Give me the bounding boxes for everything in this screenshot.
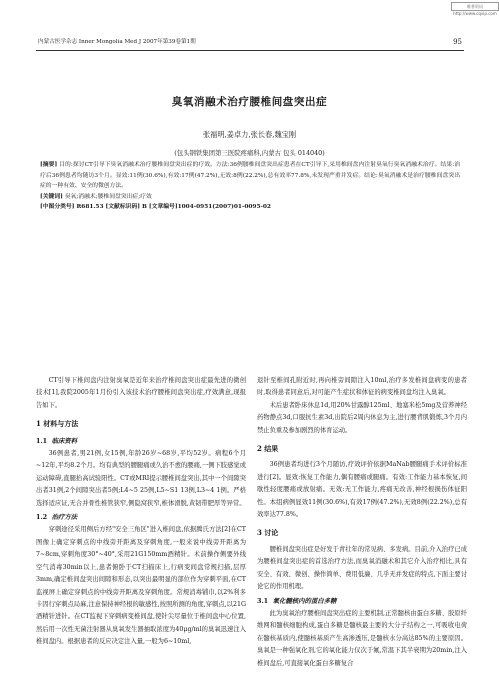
section-heading-results: 2 结果 <box>257 444 279 454</box>
keywords <box>40 192 460 203</box>
running-header <box>38 37 462 47</box>
article-title: 臭氧消融术治疗腰椎间盘突出症 <box>171 96 328 108</box>
clinical-paragraph: 36例患者,男21例,女15例,年龄26岁~68岁,平均52岁。病程6个月~12年,平均8.2个月。均有典型的腰腿痛或久治不愈的腰痛,一侧下肢感觉或运动障碍,直腿抬高试验阳性。CT或MRI提示腰椎间盘突出,其中一个间隙突出者31例,2个间隙突出者5例;L4~5 25例,L5~S1 13例,L3~4 1例。严格选择适应证,无合并骨性椎管狭窄,侧隐窝狭窄,椎体滑脱,黄韧带肥厚等异常。 <box>36 450 246 507</box>
results-paragraph: 36例患者均进行3个月随访,疗效评价依据MaNab腰腿痛手术评价标准进行[2]。显效:恢复工作能力,偶有腰痛或腿痛。有效:工作能力基本恢复,间歇性轻度腰痛或放射痛。无效:无工作能力,疼痛无改善,神经根损伤体征阳性。本组病例显效11例(30.6%),有效17例(47.2%),无效8例(22.2%),总有效率达77.8%。 <box>257 461 467 519</box>
journal-info: 内蒙古医学杂志 Inner Mongolia Med J 2007年第39卷第1期 <box>38 39 196 45</box>
method-paragraph: 穿刺途径采用侧后方经"安全三角区"进入椎间盘,依据腾氏方法[2]在CT图像上确定穿刺点的中线旁开距离及穿刺角度,一般来说中线旁开距离为7~8cm,穿刺角度30°~40°,采用21G150mm酒精针。术前操作侧要外线空气消毒30min以上,患者俯卧于CT扫描床上,行病变间盘常规扫描,层厚3mm,确定椎间盘突出间隙和形态,以突出最明显的部位作为穿刺平面,在CT监视屏上确定穿刺点的中线旁开距离及穿刺角度。常规消毒铺巾,以2%利多卡因行穿刺点局麻,注意保持神经根的敏感性,按照所测的角度,穿刺点,以21G酒精针进针。在CT监视下穿刺病变椎间盘,使针尖尽量位于椎间盘中心位置,然后用一次性无菌注射器从臭氧发生器抽取浓度为40μg/ml的臭氧迅速注入椎间盘内。根据患者的反应决定注入量,一般为6~10ml, <box>36 526 246 646</box>
subsection-title: 临床资料 <box>51 436 78 445</box>
section-heading-materials: 1 材料与方法 <box>36 419 79 429</box>
continued-paragraph: 退针至椎间孔附近时,再向椎旁间隙注入10ml,治疗多发椎间盘病变的患者时,取得患者同意后,对可能产生症状和体征的病变椎间盘均注入臭氧。 <box>257 377 467 397</box>
subsection-number: 1.2 <box>36 513 48 522</box>
intro-paragraph: CT引导下椎间盘内注射臭氧是近年来治疗椎间盘突出症最先进的微创技术[1],我院2005年1月份引入该技术治疗腰椎间盘突出症,疗效满意,现报告如下。 <box>36 377 246 409</box>
abstract-block <box>40 160 460 213</box>
discussion-paragraph: 腰椎间盘突出症是好发于青壮年的常见病、多发病。目前,介入治疗已成为腰椎间盘突出症的首选治疗方法,而臭氧消融术和其它介入治疗相比,具有安全、有效、微创、操作简单、费用低廉、几乎无并发症的特点,下面主要讨论它的作用机理。 <box>257 545 467 591</box>
subsection-title: 治疗方法 <box>51 513 78 522</box>
right-column <box>257 375 467 670</box>
subsection-heading-method <box>36 511 246 523</box>
subsection-title: 氧化髓核内的蛋白多糖 <box>272 596 337 605</box>
abstract-text: 目的:探讨CT引导下臭氧消融术治疗腰椎间盘突出症的疗效。方法:36例腰椎间盘突出症患者在CT引导下,采用椎间盘内注射臭氧行臭氧消融术治疗。结果:治疗后36例患者均随访3个月。显效:11例(30.6%),有效:17例(47.2%),无效:8例(22.2%),总有效率77.8%,未发现严重并发症。结论:臭氧消融术是治疗腰椎间盘突出症的一种有效、安全的微创方法。 <box>40 162 460 190</box>
subsection-number: 3.1 <box>257 596 269 605</box>
postop-paragraph: 术后患者卧床休息1d,用20%甘露醇125ml、地塞米松5mg及营养神经药物静点3d,口服抗生素3d,出院后2周内休息为主,进行腰背肌锻炼,3个月内禁止负重及参加剧烈的体育运动。 <box>257 401 467 434</box>
mechanism-paragraph: 此为臭氧治疗腰椎间盘突出症的主要机制,正常髓核由蛋白多糖、胶原纤维网和髓核细胞构成,蛋白多糖是髓核最主要的大分子结构之一,可吸收电荷在髓核基质内,使髓核基质产生高渗透压,是髓核水分高达85%的主要原因。臭氧是一种强氧化剂,它的氧化能力仅次于氟,常温下其半衰期为20min,注入椎间盘后,可直接氧化蛋白多糖复合 <box>257 609 467 667</box>
subsection-heading-mechanism <box>257 595 467 607</box>
subsection-heading-clinical <box>36 435 246 447</box>
keywords-label: [关键词] <box>40 193 63 200</box>
keywords-text: 臭氧;消融术;腰椎间盘突出症;疗效 <box>64 193 152 200</box>
page-number: 95 <box>453 38 462 46</box>
abstract-label: [摘要] <box>40 162 58 168</box>
abstract-summary <box>40 160 460 192</box>
section-heading-discussion: 3 讨论 <box>257 528 279 538</box>
watermark: 维普资讯 http://www.cqvip.com <box>451 2 499 11</box>
header-rule <box>36 50 464 51</box>
classification-line: [中图分类号] R681.53 [文献标识码] B [文章编号]1004-0951(2007)01-0095-02 <box>40 204 271 211</box>
author-list: 张福明,姜卓力,张长春,魏宝刚 <box>202 130 297 139</box>
left-column <box>36 375 246 649</box>
affiliation: (包头钢铁集团第三医院疼痛科,内蒙古 包头 014040) <box>174 149 325 157</box>
subsection-number: 1.1 <box>36 436 48 445</box>
